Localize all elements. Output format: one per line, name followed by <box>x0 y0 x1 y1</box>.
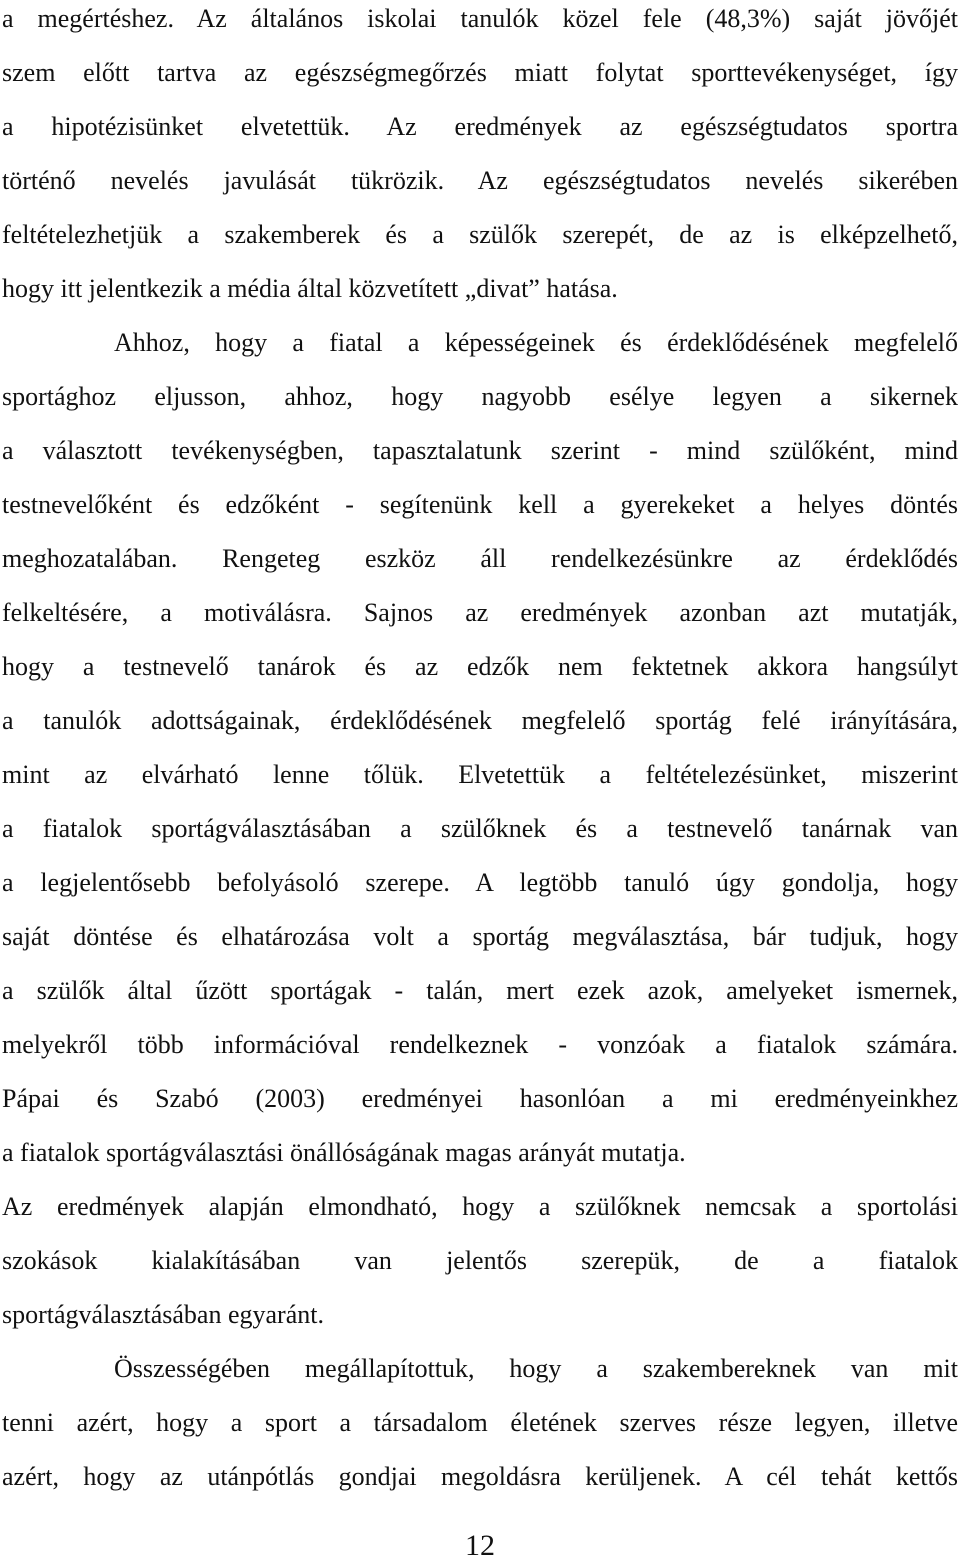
text-line-11: meghozatalában. Rengeteg eszköz áll rendelkezésünkre az érdeklődés <box>2 544 958 573</box>
text-line-5: feltételezhetjük a szakemberek és a szülők szerepét, de az is elképzelhető, <box>2 220 958 249</box>
text-line-12: felkeltésére, a motiválásra. Sajnos az eredmények azonban azt mutatják, <box>2 598 958 627</box>
page-number: 12 <box>465 1529 495 1562</box>
text-line-26: Összességében megállapítottuk, hogy a szakembereknek van mit <box>114 1354 958 1383</box>
text-line-1: a megértéshez. Az általános iskolai tanulók közel fele (48,3%) saját jövőjét <box>2 4 958 33</box>
text-line-4: történő nevelés javulását tükrözik. Az egészségtudatos nevelés sikerében <box>2 166 958 195</box>
text-line-25: sportágválasztásában egyaránt. <box>2 1300 324 1329</box>
text-line-13: hogy a testnevelő tanárok és az edzők nem fektetnek akkora hangsúlyt <box>2 652 958 681</box>
text-line-24: szokások kialakításában van jelentős szerepük, de a fiatalok <box>2 1246 958 1275</box>
text-line-9: a választott tevékenységben, tapasztalatunk szerint - mind szülőként, mind <box>2 436 958 465</box>
text-line-19: a szülők által űzött sportágak - talán, mert ezek azok, amelyeket ismernek, <box>2 976 958 1005</box>
text-line-7: Ahhoz, hogy a fiatal a képességeinek és érdeklődésének megfelelő <box>114 328 958 357</box>
text-line-16: a fiatalok sportágválasztásában a szülőknek és a testnevelő tanárnak van <box>2 814 958 843</box>
text-line-27: tenni azért, hogy a sport a társadalom életének szerves része legyen, illetve <box>2 1408 958 1437</box>
text-line-3: a hipotézisünket elvetettük. Az eredmények az egészségtudatos sportra <box>2 112 958 141</box>
text-line-22: a fiatalok sportágválasztási önállóságának magas arányát mutatja. <box>2 1138 686 1167</box>
text-line-18: saját döntése és elhatározása volt a sportág megválasztása, bár tudjuk, hogy <box>2 922 958 951</box>
text-line-15: mint az elvárható lenne tőlük. Elvetettük a feltételezésünket, miszerint <box>2 760 958 789</box>
text-line-14: a tanulók adottságainak, érdeklődésének megfelelő sportág felé irányítására, <box>2 706 958 735</box>
text-line-28: azért, hogy az utánpótlás gondjai megoldásra kerüljenek. A cél tehát kettős <box>2 1462 958 1491</box>
text-line-6: hogy itt jelentkezik a média által közvetített „divat” hatása. <box>2 274 618 303</box>
text-line-23: Az eredmények alapján elmondható, hogy a szülőknek nemcsak a sportolási <box>2 1192 958 1221</box>
text-line-10: testnevelőként és edzőként - segítenünk kell a gyerekeket a helyes döntés <box>2 490 958 519</box>
text-line-17: a legjelentősebb befolyásoló szerepe. A legtöbb tanuló úgy gondolja, hogy <box>2 868 958 897</box>
text-line-21: Pápai és Szabó (2003) eredményei hasonlóan a mi eredményeinkhez <box>2 1084 958 1113</box>
text-line-2: szem előtt tartva az egészségmegőrzés miatt folytat sporttevékenységet, így <box>2 58 958 87</box>
text-line-8: sportághoz eljusson, ahhoz, hogy nagyobb esélye legyen a sikernek <box>2 382 958 411</box>
text-line-20: melyekről több információval rendelkeznek - vonzóak a fiatalok számára. <box>2 1030 958 1059</box>
